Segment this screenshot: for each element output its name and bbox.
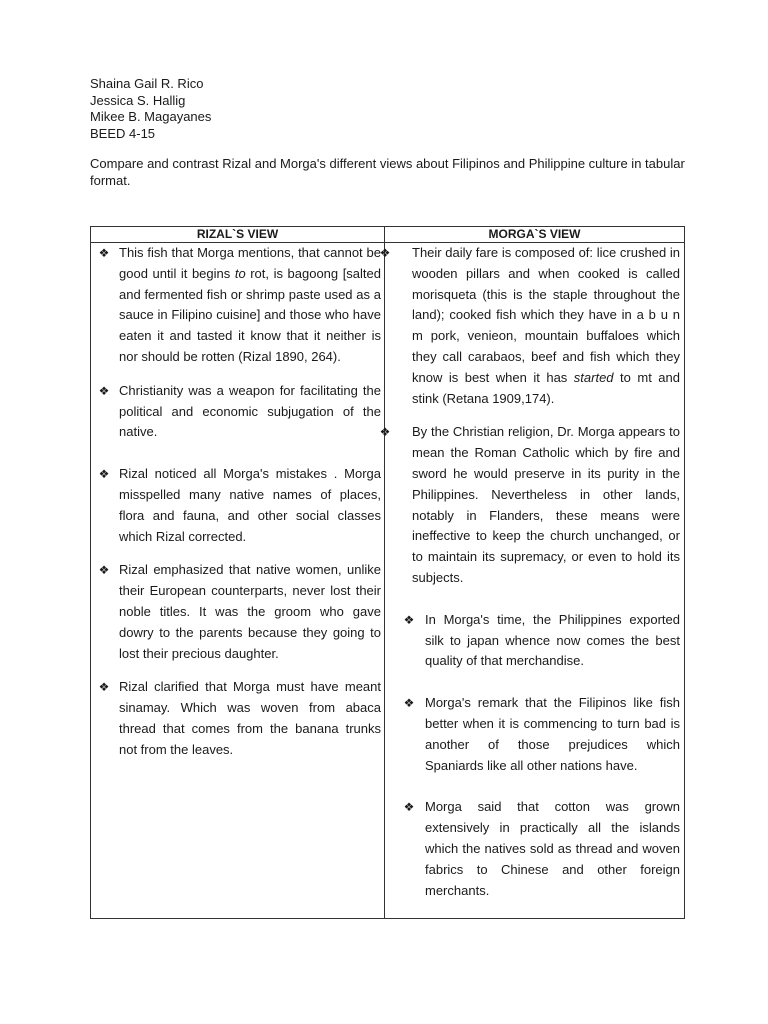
author-block xyxy=(90,76,211,142)
rizal-point: ❖ This fish that Morga mentions, that cannot be good until it begins to rot, is bagoong [salted and fermented fish or shrimp paste used as a sauce in Filipino cuisine] and those who have eaten it and tasted it know that it neither is nor should be rotten (Rizal 1890, 264). xyxy=(98,245,381,364)
diamond-bullet-icon: ❖ xyxy=(379,246,391,260)
diamond-bullet-icon: ❖ xyxy=(98,680,110,695)
morga-point: ❖ Their daily fare is composed of: lice crushed in wooden pillars and when cooked is called morisqueta (this is the staple throughout the land); cooked fish which they have in a b u n m pork, venieon, mountain buffaloes which they call carabaos, beef and fish which they know is best when it has started to mt and stink (Retana 1909,174). xyxy=(379,245,680,406)
diamond-bullet-icon: ❖ xyxy=(403,696,415,711)
comparison-table xyxy=(90,226,685,919)
diamond-bullet-icon: ❖ xyxy=(98,563,110,578)
diamond-bullet-icon: ❖ xyxy=(379,425,391,440)
morga-point: ❖ By the Christian religion, Dr. Morga appears to mean the Roman Catholic which by fire and sword he would preserve in its purity in the Philippines. Nevertheless in other lands, notably in Flanders, these means were ineffective to keep the church unchanged, or to maintain its supremacy, or even to hold its subjects. xyxy=(379,424,680,585)
morga-point: ❖ Morga's remark that the Filipinos like fish better when it is commencing to turn bad is another of those prejudices which Spaniards like all other nations have. xyxy=(403,695,680,773)
table-header-row xyxy=(91,227,684,243)
rizal-view-column xyxy=(95,243,381,761)
diamond-bullet-icon: ❖ xyxy=(403,800,415,815)
rizal-point: ❖ Rizal emphasized that native women, unlike their European counterparts, never lost their noble titles. It was the groom who gave dowry to the parents because they going to lost their precious daughter. xyxy=(98,562,381,661)
rizal-point: ❖ Rizal clarified that Morga must have meant sinamay. Which was woven from abaca thread that comes from the banana trunks not from the leaves. xyxy=(98,679,381,757)
diamond-bullet-icon: ❖ xyxy=(403,612,415,627)
morga-point: ❖ In Morga's time, the Philippines exported silk to japan whence now comes the best quality of that merchandise. xyxy=(403,611,680,669)
diamond-bullet-icon: ❖ xyxy=(98,246,110,260)
diamond-bullet-icon: ❖ xyxy=(98,467,110,482)
author-name-3: Mikee B. Magayanes xyxy=(90,109,212,124)
section-code: BEED 4-15 xyxy=(90,125,156,141)
column-divider xyxy=(384,227,385,918)
author-name-2: Jessica S. Hallig xyxy=(90,92,186,108)
diamond-bullet-icon: ❖ xyxy=(98,383,110,398)
morga-point: ❖ Morga said that cotton was grown extensively in practically all the islands which the natives sold as thread and woven fabrics to Chinese and other foreign merchants. xyxy=(403,799,680,898)
rizal-point: ❖ Rizal noticed all Morga's mistakes . Morga misspelled many native names of places, flora and fauna, and other social classes which Rizal corrected. xyxy=(98,466,381,544)
header-morga-view: MORGA`S VIEW xyxy=(488,227,581,241)
author-name-1: Shaina Gail R. Rico xyxy=(90,76,204,91)
header-rizal-view: RIZAL`S VIEW xyxy=(196,227,279,241)
morga-view-column xyxy=(379,243,680,901)
assignment-prompt: Compare and contrast Rizal and Morga's different views about Filipinos and Philippine culture in tabular format. xyxy=(90,156,685,188)
rizal-point: ❖ Christianity was a weapon for facilitating the political and economic subjugation of the native. xyxy=(98,382,381,440)
